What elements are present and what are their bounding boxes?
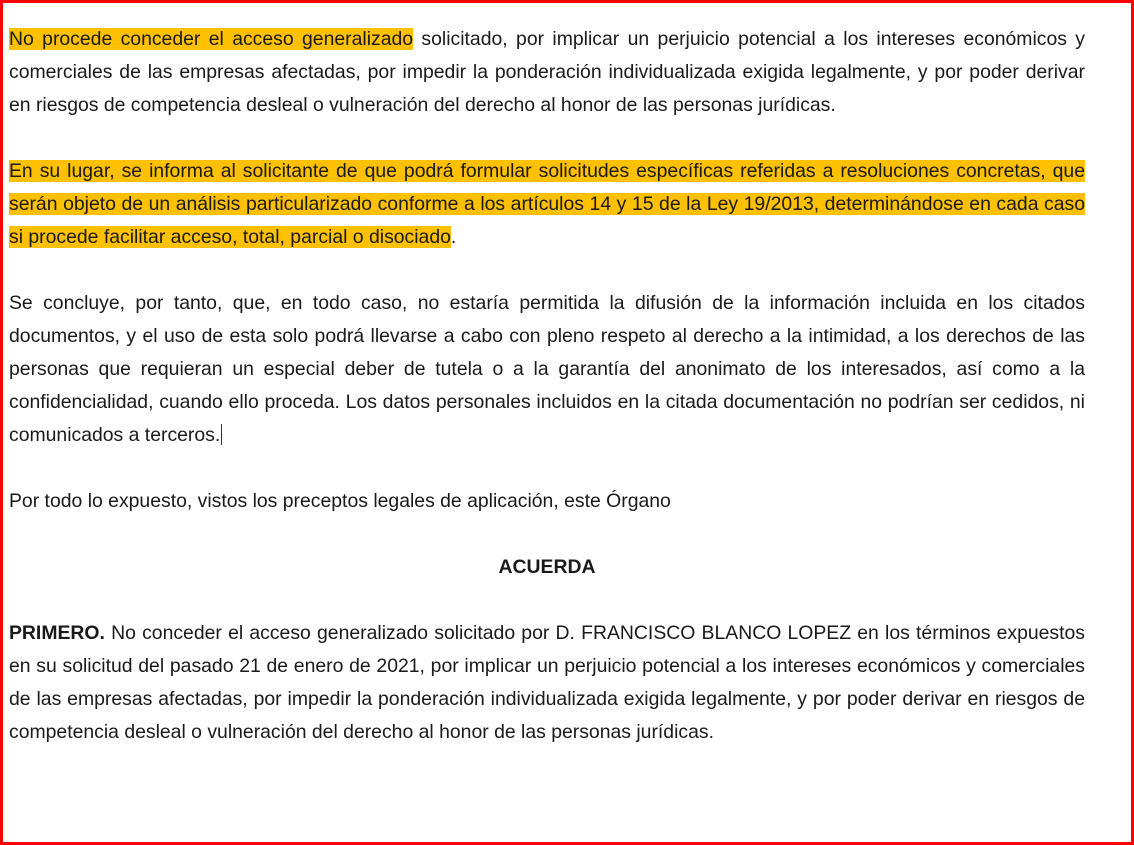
highlighted-text: No procede conceder el acceso generalizado <box>9 28 414 50</box>
paragraph-text: No conceder el acceso generalizado solicitado por D. FRANCISCO BLANCO LOPEZ en los términos expuestos en su solicitud del pasado 21 de enero de 2021, por implicar un perjuicio potencial a los intereses económicos y comerciales de las empresas afectadas, por impedir la ponderación individualizada exigida legalmente, y por poder derivar en riesgos de competencia desleal o vulneración del derecho al honor de las personas jurídicas. <box>9 622 1085 743</box>
paragraph-denial <box>9 23 1085 122</box>
paragraph-text: solicitado, por implicar un perjuicio potencial a los intereses económicos y comerciales de las empresas afectadas, por impedir la ponderación individualizada exigida legalmente, y por poder derivar en riesgos de competencia desleal o vulneración del derecho al honor de las personas jurídicas. <box>9 28 1086 116</box>
paragraph-text: Se concluye, por tanto, que, en todo caso, no estaría permitida la difusión de la información incluida en los citados documentos, y el uso de esta solo podrá llevarse a cabo con pleno respeto al derecho a la intimidad, a los derechos de las personas que requieran un especial deber de tutela o a la garantía del anonimato de los interesados, así como a la confidencialidad, cuando ello proceda. Los datos personales incluidos en la citada documentación no podrían ser cedidos, ni comunicados a terceros. <box>9 292 1085 446</box>
document-body[interactable] <box>9 23 1085 782</box>
text-cursor <box>221 424 222 445</box>
paragraph-alternative <box>9 155 1085 254</box>
paragraph-text: . <box>450 226 457 248</box>
paragraph-preamble <box>9 485 1085 518</box>
paragraph-text: Por todo lo expuesto, vistos los preceptos legales de aplicación, este Órgano <box>9 490 671 512</box>
paragraph-conclusion <box>9 287 1085 452</box>
resolution-heading: ACUERDA <box>498 556 596 578</box>
paragraph-first-resolution <box>9 617 1085 749</box>
highlighted-text: En su lugar, se informa al solicitante de que podrá formular solicitudes específicas referidas a resoluciones concretas, que serán objeto de un análisis particularizado conforme a los artículos 14 y 15 de la Ley 19/2013, determinándose en cada caso si procede facilitar acceso, total, parcial o disociado <box>9 160 1085 248</box>
resolution-label: PRIMERO. <box>9 622 105 644</box>
